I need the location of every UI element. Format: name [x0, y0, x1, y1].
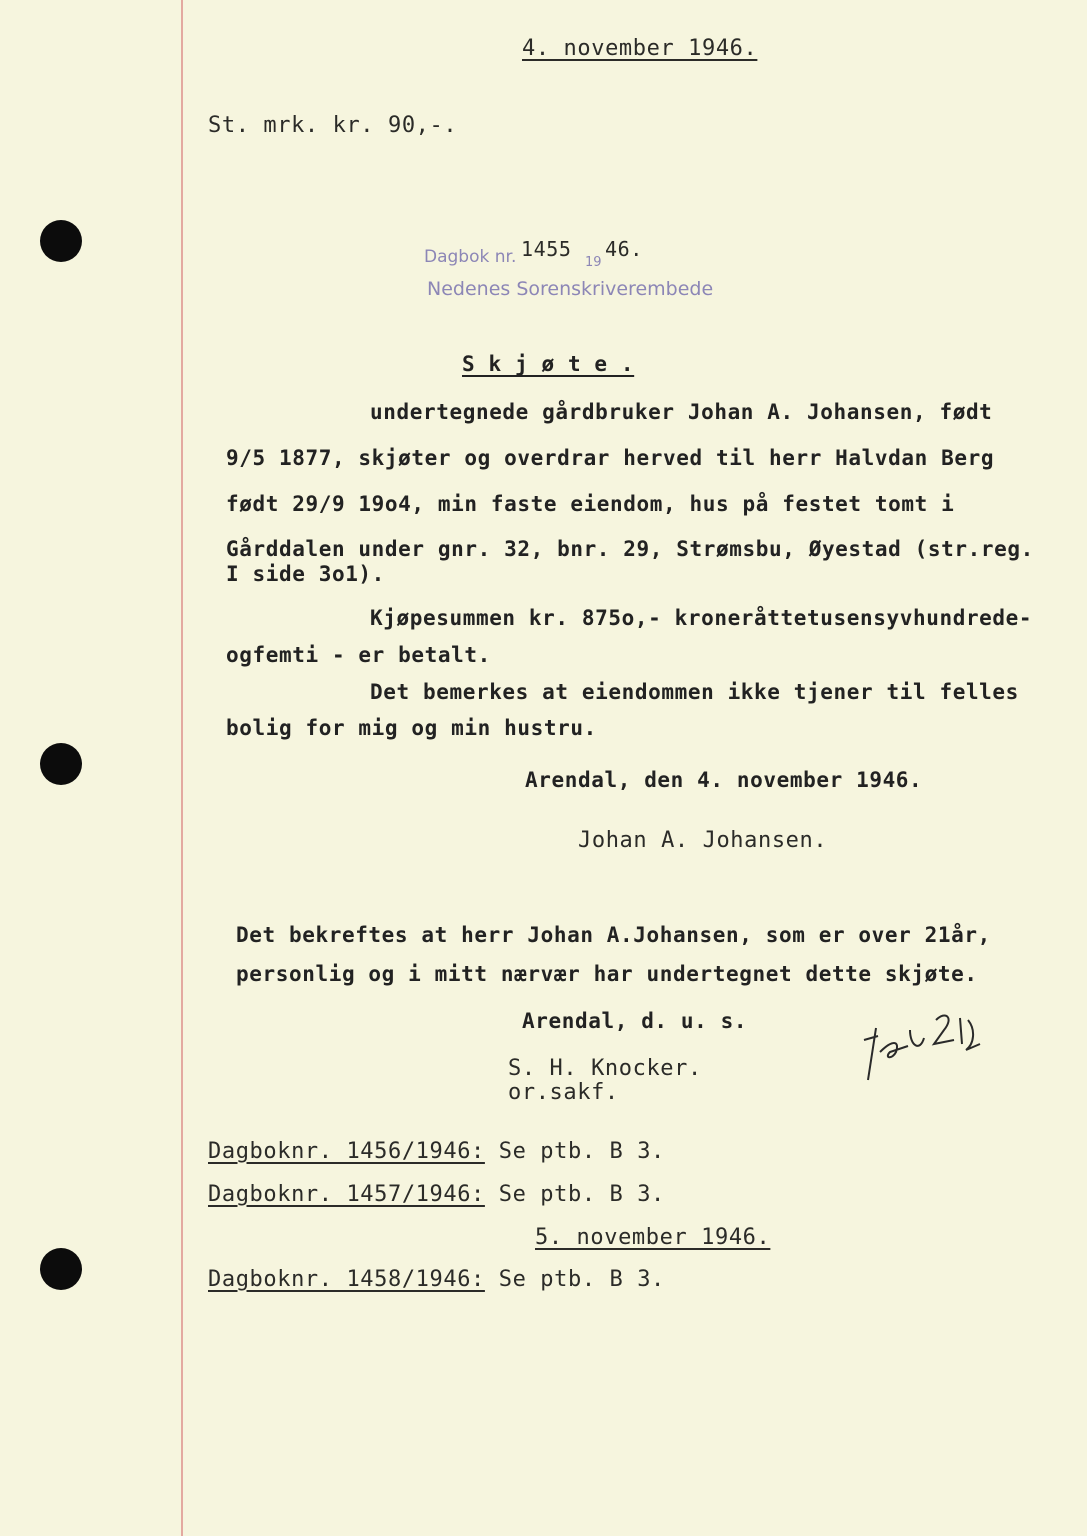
attest-signer-title: or.sakf.	[508, 1080, 619, 1105]
header-date: 4. november 1946.	[522, 36, 758, 61]
deed-line: Gårddalen under gnr. 32, bnr. 29, Strømsbu, Øyestad (str.reg.	[226, 537, 1034, 561]
deed-line: Det bemerkes at eiendommen ikke tjener til felles	[370, 680, 1019, 704]
attest-line: personlig og i mitt nærvær har undertegnet dette skjøte.	[236, 962, 978, 986]
deed-line: 9/5 1877, skjøter og overdrar herved til herr Halvdan Berg	[226, 446, 995, 470]
deed-line: I side 3o1).	[226, 562, 385, 586]
punch-hole	[40, 743, 82, 785]
punch-hole	[40, 220, 82, 262]
punch-hole	[40, 1248, 82, 1290]
deed-line: bolig for mig og min hustru.	[226, 716, 597, 740]
stamp-office: Nedenes Sorenskriverembede	[427, 278, 714, 300]
stamp-year: 46.	[605, 237, 643, 261]
deed-line: Kjøpesummen kr. 875o,- kroneråttetusensyvhundrede-	[370, 606, 1033, 630]
entry-ref: Dagboknr. 1458/1946: Se ptb. B 3.	[208, 1267, 665, 1292]
margin-line	[181, 0, 183, 1536]
deed-line: født 29/9 19o4, min faste eiendom, hus på festet tomt i	[226, 492, 955, 516]
entry-ref: Dagboknr. 1457/1946: Se ptb. B 3.	[208, 1182, 665, 1207]
handwritten-initials	[850, 1000, 990, 1085]
deed-title: S k j ø t e .	[462, 352, 635, 376]
deed-place-date: Arendal, den 4. november 1946.	[525, 768, 923, 792]
stamp-prefix: Dagbok nr.	[424, 247, 517, 267]
stamp-number: 1455	[521, 237, 572, 261]
second-date: 5. november 1946.	[535, 1225, 771, 1250]
stamp-year-prefix: 19	[585, 255, 602, 270]
entry-ref: Dagboknr. 1456/1946: Se ptb. B 3.	[208, 1139, 665, 1164]
attest-signer-name: S. H. Knocker.	[508, 1056, 702, 1081]
deed-signer: Johan A. Johansen.	[578, 828, 828, 853]
attest-place-date: Arendal, d. u. s.	[522, 1009, 748, 1033]
deed-line: ogfemti - er betalt.	[226, 643, 491, 667]
attest-line: Det bekreftes at herr Johan A.Johansen, som er over 21år,	[236, 923, 991, 947]
deed-line: undertegnede gårdbruker Johan A. Johansen, født	[370, 400, 993, 424]
stamp-fee: St. mrk. kr. 90,-.	[208, 113, 458, 138]
